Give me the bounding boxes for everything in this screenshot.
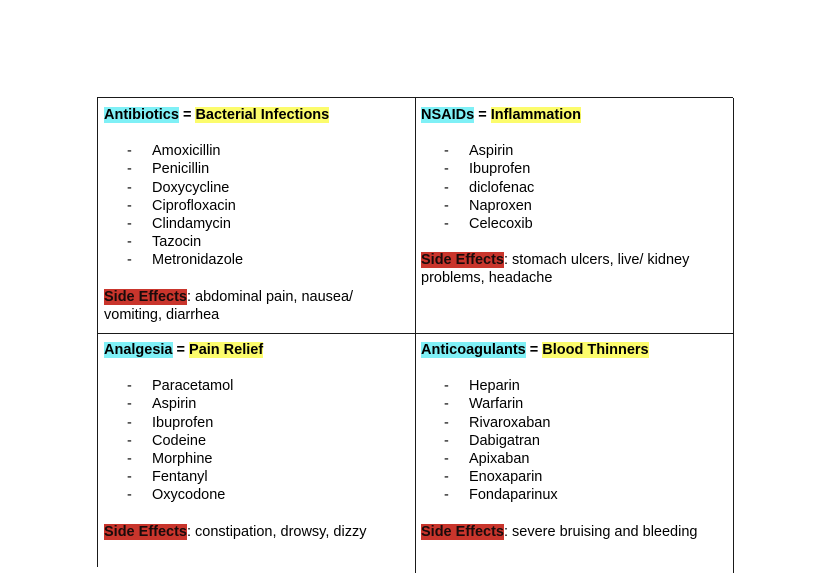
side-effects (104, 523, 409, 541)
drug-name: Codeine (152, 432, 207, 449)
drug-name: Dabigatran (469, 432, 540, 449)
side-effects-text: : abdominal pain, nausea/ vomiting, diarrhea (104, 288, 354, 323)
side-effects (421, 523, 727, 541)
drug-name: Fondaparinux (469, 487, 558, 504)
drug-name: Penicillin (152, 161, 210, 178)
side-effects-label: Side Effects (421, 252, 504, 269)
side-effects-label: Side Effects (104, 523, 187, 540)
list-item (104, 160, 409, 178)
indication-label: Blood Thinners (542, 342, 649, 358)
drug-name: Clindamycin (152, 216, 231, 233)
list-item (104, 251, 409, 269)
indication-label: Pain Relief (189, 342, 264, 358)
analgesia-cell (98, 333, 416, 573)
dash-bullet: - (127, 487, 132, 504)
nsaids-cell (415, 98, 734, 334)
list-item (421, 215, 727, 233)
list-item (104, 142, 409, 160)
dash-bullet: - (127, 252, 132, 269)
dash-bullet: - (127, 143, 132, 160)
drug-name: Ibuprofen (152, 414, 214, 431)
list-item (421, 450, 727, 468)
list-item (104, 197, 409, 215)
list-item (104, 395, 409, 413)
dash-bullet: - (127, 378, 132, 395)
list-item (421, 468, 727, 486)
dash-bullet: - (127, 197, 132, 214)
side-effects (104, 288, 409, 324)
equals-sign: = (176, 342, 185, 358)
list-item (421, 197, 727, 215)
dash-bullet: - (127, 414, 132, 431)
equals-sign: = (478, 107, 487, 123)
drug-name: Ibuprofen (469, 161, 531, 178)
drug-name: Fentanyl (152, 469, 208, 486)
dash-bullet: - (127, 234, 132, 251)
dash-bullet: - (444, 432, 449, 449)
drug-name: Oxycodone (152, 487, 226, 504)
drug-name: Rivaroxaban (469, 414, 551, 431)
dash-bullet: - (444, 414, 449, 431)
dash-bullet: - (127, 451, 132, 468)
drug-name: Aspirin (469, 143, 514, 160)
antibiotics-cell (98, 98, 416, 334)
drug-name: Heparin (469, 378, 520, 395)
list-item (421, 142, 727, 160)
drug-name: Apixaban (469, 451, 530, 468)
list-item (104, 215, 409, 233)
drug-name: Enoxaparin (469, 469, 543, 486)
dash-bullet: - (444, 143, 449, 160)
drug-name: Naproxen (469, 197, 532, 214)
side-effects-text: : stomach ulcers, live/ kidney problems, headache (421, 252, 690, 287)
dash-bullet: - (127, 396, 132, 413)
list-item (421, 486, 727, 504)
drug-classes-table (97, 97, 733, 567)
analgesia-heading (104, 341, 409, 359)
list-item (421, 179, 727, 197)
anticoagulants-heading (421, 341, 727, 359)
dash-bullet: - (444, 378, 449, 395)
drug-class-label: Analgesia (104, 342, 173, 358)
side-effects-text: : constipation, drowsy, dizzy (187, 523, 367, 540)
antibiotics-drug-list (104, 142, 409, 269)
dash-bullet: - (444, 197, 449, 214)
dash-bullet: - (444, 487, 449, 504)
drug-name: Paracetamol (152, 378, 234, 395)
drug-class-label: NSAIDs (421, 107, 475, 123)
equals-sign: = (529, 342, 539, 358)
side-effects-label: Side Effects (104, 288, 187, 305)
antibiotics-heading (104, 106, 409, 124)
list-item (421, 414, 727, 432)
nsaids-drug-list (421, 142, 727, 233)
dash-bullet: - (127, 179, 132, 196)
drug-class-label: Antibiotics (104, 107, 179, 123)
indication-label: Inflammation (490, 107, 581, 123)
list-item (104, 179, 409, 197)
equals-sign: = (182, 107, 192, 123)
dash-bullet: - (444, 451, 449, 468)
dash-bullet: - (444, 396, 449, 413)
dash-bullet: - (127, 161, 132, 178)
drug-name: diclofenac (469, 179, 535, 196)
side-effects-label: Side Effects (421, 523, 504, 540)
list-item (104, 414, 409, 432)
drug-name: Metronidazole (152, 252, 244, 269)
list-item (104, 377, 409, 395)
list-item (104, 450, 409, 468)
list-item (104, 233, 409, 251)
drug-name: Morphine (152, 451, 213, 468)
side-effects-text: : severe bruising and bleeding (504, 523, 698, 540)
list-item (421, 395, 727, 413)
anticoagulants-cell (415, 333, 734, 573)
list-item (421, 160, 727, 178)
drug-name: Ciprofloxacin (152, 197, 236, 214)
analgesia-drug-list (104, 377, 409, 504)
list-item (104, 486, 409, 504)
dash-bullet: - (127, 432, 132, 449)
drug-name: Doxycycline (152, 179, 230, 196)
drug-name: Warfarin (469, 396, 524, 413)
indication-label: Bacterial Infections (195, 107, 330, 123)
dash-bullet: - (127, 469, 132, 486)
nsaids-heading (421, 106, 727, 124)
drug-class-label: Anticoagulants (421, 342, 526, 358)
side-effects (421, 251, 727, 287)
anticoagulants-drug-list (421, 377, 727, 504)
drug-name: Celecoxib (469, 216, 533, 233)
list-item (104, 432, 409, 450)
dash-bullet: - (127, 216, 132, 233)
dash-bullet: - (444, 469, 449, 486)
drug-name: Aspirin (152, 396, 197, 413)
drug-name: Tazocin (152, 234, 202, 251)
drug-name: Amoxicillin (152, 143, 221, 160)
dash-bullet: - (444, 216, 449, 233)
list-item (421, 432, 727, 450)
list-item (421, 377, 727, 395)
dash-bullet: - (444, 179, 449, 196)
list-item (104, 468, 409, 486)
dash-bullet: - (444, 161, 449, 178)
